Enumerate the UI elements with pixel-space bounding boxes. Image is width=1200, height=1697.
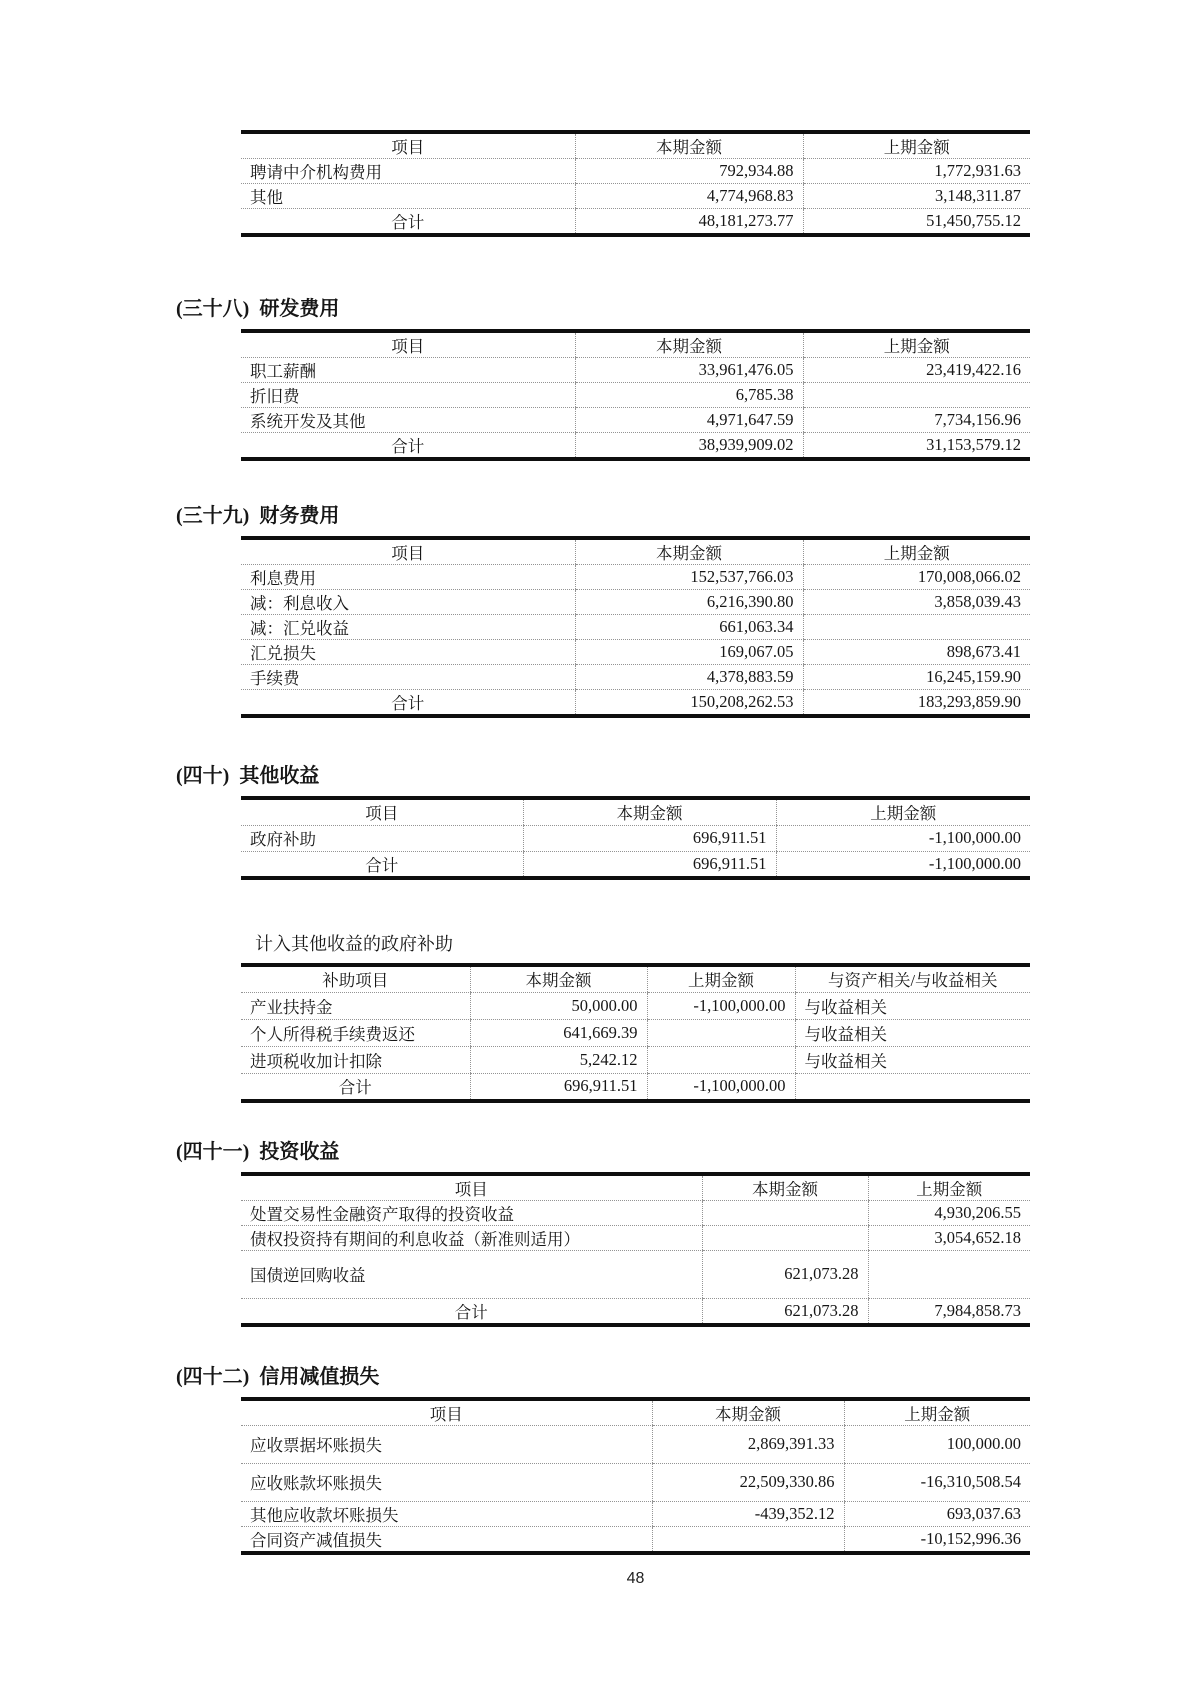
section-title: 信用减值损失: [259, 1365, 380, 1388]
cell: 减：利息收入: [241, 590, 575, 615]
column-header: 上期金额: [868, 1174, 1030, 1201]
cell: -1,100,000.00: [647, 993, 795, 1020]
header-row: [241, 538, 1030, 565]
cell: -1,100,000.00: [647, 1074, 795, 1101]
section-title: 其他收益: [239, 765, 320, 787]
total-label-cell: 合计: [365, 855, 399, 875]
column-header: 上期金额: [647, 965, 795, 993]
cell: 22,509,330.86: [652, 1463, 844, 1501]
table-row: [241, 615, 1030, 640]
total-row: [241, 690, 1030, 717]
section-number: (四十): [176, 765, 230, 787]
cell: -1,100,000.00: [776, 825, 1030, 851]
cell: 其他应收款坏账损失: [241, 1501, 652, 1526]
expense-carryover-table: [241, 130, 1030, 237]
cell: 100,000.00: [844, 1425, 1030, 1463]
cell: 3,148,311.87: [803, 184, 1030, 209]
column-header: 上期金额: [803, 132, 1030, 159]
column-header: 项目: [241, 1399, 652, 1426]
document-page: [176, 0, 1030, 1588]
cell: 2,869,391.33: [652, 1425, 844, 1463]
cell: [803, 383, 1030, 408]
section-heading: [176, 1139, 1030, 1165]
section-title: 研发费用: [259, 298, 340, 320]
table-row: [241, 1463, 1030, 1501]
table-row: [241, 993, 1030, 1020]
total-row: [241, 433, 1030, 460]
section-number: (四十一): [176, 1140, 250, 1163]
cell: 6,785.38: [575, 383, 803, 408]
cell: 38,939,909.02: [575, 433, 803, 460]
investment-income-table: [241, 1172, 1030, 1327]
cell: 169,067.05: [575, 640, 803, 665]
column-header: 本期金额: [523, 798, 776, 825]
cell: 手续费: [241, 665, 575, 690]
section-number: (三十八): [176, 298, 250, 320]
cell: 898,673.41: [803, 640, 1030, 665]
cell: [795, 1074, 1030, 1101]
cell: -16,310,508.54: [844, 1463, 1030, 1501]
cell: 与收益相关: [795, 1020, 1030, 1047]
table-row: [241, 1425, 1030, 1463]
cell: 处置交易性金融资产取得的投资收益: [241, 1200, 702, 1225]
cell: 661,063.34: [575, 615, 803, 640]
cell: 48,181,273.77: [575, 209, 803, 236]
column-header: 本期金额: [470, 965, 647, 993]
cell: 与收益相关: [795, 993, 1030, 1020]
total-label-cell: 合计: [391, 694, 425, 713]
cell: 696,911.51: [523, 825, 776, 851]
section-number: (三十九): [176, 505, 250, 527]
cell: 应收账款坏账损失: [241, 1463, 652, 1501]
cell: 33,961,476.05: [575, 358, 803, 383]
header-row: [241, 798, 1030, 825]
section-number: (四十二): [176, 1365, 250, 1388]
cell: 4,971,647.59: [575, 408, 803, 433]
cell: 23,419,422.16: [803, 358, 1030, 383]
header-row: [241, 965, 1030, 993]
table-row: [241, 640, 1030, 665]
page-number: 48: [626, 1569, 645, 1587]
cell: 职工薪酬: [241, 358, 575, 383]
cell: 应收票据坏账损失: [241, 1425, 652, 1463]
total-label-cell: 合计: [338, 1078, 372, 1098]
cell: 系统开发及其他: [241, 408, 575, 433]
total-label-cell: 合计: [391, 437, 425, 456]
cell: 汇兑损失: [241, 640, 575, 665]
table-row: [241, 825, 1030, 851]
cell: 聘请中介机构费用: [241, 159, 575, 184]
total-row: [241, 209, 1030, 236]
header-row: [241, 1174, 1030, 1201]
cell: 641,669.39: [470, 1020, 647, 1047]
cell: [868, 1250, 1030, 1298]
cell: 16,245,159.90: [803, 665, 1030, 690]
cell: 696,911.51: [523, 851, 776, 878]
column-header: 上期金额: [803, 538, 1030, 565]
section-heading: [176, 296, 1030, 322]
table-row: [241, 1047, 1030, 1074]
section-investment-income: [176, 1139, 1030, 1327]
table-row: [241, 1526, 1030, 1553]
cell: 折旧费: [241, 383, 575, 408]
cell: 与收益相关: [795, 1047, 1030, 1074]
header-row: [241, 132, 1030, 159]
cell: 3,054,652.18: [868, 1225, 1030, 1250]
header-row: [241, 331, 1030, 358]
table-row: [241, 1225, 1030, 1250]
table-row: [241, 565, 1030, 590]
cell: 政府补助: [241, 825, 523, 851]
cell: [803, 615, 1030, 640]
cell: 其他: [241, 184, 575, 209]
cell: -439,352.12: [652, 1501, 844, 1526]
table-row: [241, 159, 1030, 184]
cell: 693,037.63: [844, 1501, 1030, 1526]
cell: [702, 1200, 868, 1225]
cell: 6,216,390.80: [575, 590, 803, 615]
section-heading: [176, 763, 1030, 789]
cell: 个人所得税手续费返还: [241, 1020, 470, 1047]
column-header: 项目: [241, 538, 575, 565]
table-row: [241, 408, 1030, 433]
cell: 4,774,968.83: [575, 184, 803, 209]
total-row: [241, 1074, 1030, 1101]
table-row: [241, 1200, 1030, 1225]
column-header: 补助项目: [241, 965, 470, 993]
table-row: [241, 1250, 1030, 1298]
column-header: 与资产相关/与收益相关: [795, 965, 1030, 993]
cell: 150,208,262.53: [575, 690, 803, 717]
cell: 183,293,859.90: [803, 690, 1030, 717]
cell: 50,000.00: [470, 993, 647, 1020]
table-row: [241, 358, 1030, 383]
column-header: 项目: [241, 1174, 702, 1201]
total-row: [241, 851, 1030, 878]
cell: 51,450,755.12: [803, 209, 1030, 236]
rd-expense-table: [241, 329, 1030, 461]
subsidy-subtitle: 计入其他收益的政府补助: [255, 933, 453, 954]
cell: 利息费用: [241, 565, 575, 590]
cell: 减：汇兑收益: [241, 615, 575, 640]
table-row: [241, 184, 1030, 209]
section-expense-carryover: [241, 130, 1030, 237]
other-income-table: [241, 796, 1030, 880]
cell: 7,984,858.73: [868, 1298, 1030, 1325]
credit-impairment-table: [241, 1397, 1030, 1555]
cell: 792,934.88: [575, 159, 803, 184]
cell: [647, 1047, 795, 1074]
cell: 产业扶持金: [241, 993, 470, 1020]
cell: 621,073.28: [702, 1250, 868, 1298]
section-credit-impairment: [176, 1364, 1030, 1555]
section-rd-expense: [176, 296, 1030, 461]
cell: 31,153,579.12: [803, 433, 1030, 460]
cell: 合同资产减值损失: [250, 1530, 382, 1550]
cell: 621,073.28: [702, 1298, 868, 1325]
table-row: [241, 1020, 1030, 1047]
section-title: 财务费用: [259, 505, 340, 527]
section-heading: [176, 1364, 1030, 1390]
cell: -10,152,996.36: [844, 1526, 1030, 1553]
column-header: 上期金额: [844, 1399, 1030, 1426]
cell: 进项税收加计扣除: [241, 1047, 470, 1074]
section-gov-subsidy: [241, 931, 1030, 1103]
cell: 7,734,156.96: [803, 408, 1030, 433]
cell: [702, 1225, 868, 1250]
column-header: 本期金额: [575, 331, 803, 358]
section-other-income: [176, 763, 1030, 880]
column-header: 本期金额: [702, 1174, 868, 1201]
column-header: 本期金额: [575, 538, 803, 565]
table-row: [241, 1501, 1030, 1526]
column-header: 上期金额: [803, 331, 1030, 358]
section-title: 投资收益: [259, 1140, 340, 1163]
column-header: 本期金额: [652, 1399, 844, 1426]
finance-expense-table: [241, 536, 1030, 718]
cell: [652, 1526, 844, 1553]
header-row: [241, 1399, 1030, 1426]
section-heading: [176, 503, 1030, 529]
table-row: [241, 383, 1030, 408]
table-row: [241, 665, 1030, 690]
cell: -1,100,000.00: [776, 851, 1030, 878]
cell: [647, 1020, 795, 1047]
section-finance-expense: [176, 503, 1030, 718]
column-header: 项目: [241, 798, 523, 825]
cell: 国债逆回购收益: [241, 1250, 702, 1298]
total-label-cell: 合计: [454, 1302, 488, 1322]
cell: 696,911.51: [470, 1074, 647, 1101]
table-row: [241, 590, 1030, 615]
cell: 152,537,766.03: [575, 565, 803, 590]
cell: 3,858,039.43: [803, 590, 1030, 615]
column-header: 项目: [241, 331, 575, 358]
total-row: [241, 1298, 1030, 1325]
column-header: 上期金额: [776, 798, 1030, 825]
cell: 4,930,206.55: [868, 1200, 1030, 1225]
total-label-cell: 合计: [391, 213, 425, 232]
gov-subsidy-table: [241, 963, 1030, 1103]
cell: 4,378,883.59: [575, 665, 803, 690]
cell: 5,242.12: [470, 1047, 647, 1074]
column-header: 项目: [241, 132, 575, 159]
cell: 1,772,931.63: [803, 159, 1030, 184]
cell: 债权投资持有期间的利息收益（新准则适用）: [241, 1225, 702, 1250]
cell: 170,008,066.02: [803, 565, 1030, 590]
column-header: 本期金额: [575, 132, 803, 159]
